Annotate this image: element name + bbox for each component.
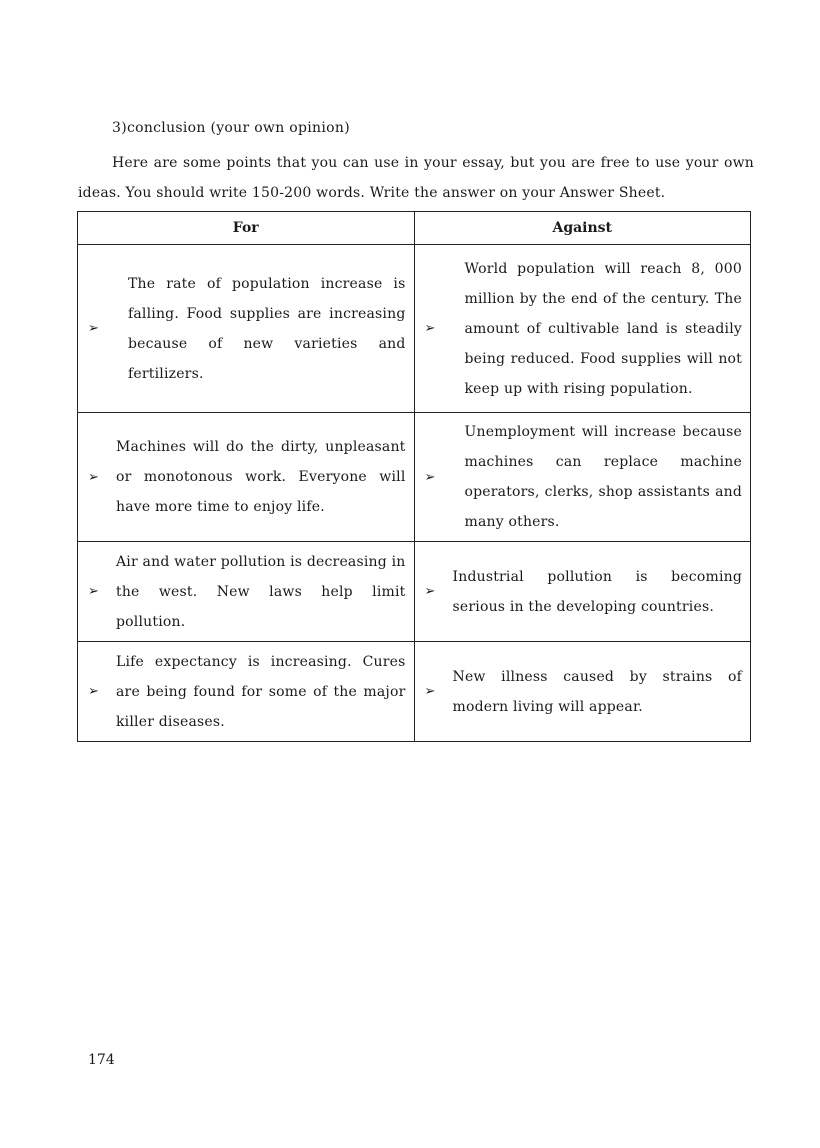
arrow-bullet-icon: ➢ xyxy=(88,469,99,485)
table-header-row xyxy=(78,212,751,245)
header-for: For xyxy=(78,212,415,245)
for-cell xyxy=(78,542,415,642)
page-number: 174 xyxy=(88,1052,115,1068)
arrow-bullet-icon: ➢ xyxy=(88,584,99,599)
for-point-text: The rate of population increase is falling. Food supplies are increasing because of new varieties and fertilizers. xyxy=(128,275,406,382)
for-cell xyxy=(78,413,415,542)
against-cell xyxy=(414,642,751,742)
arrow-bullet-icon: ➢ xyxy=(424,684,436,699)
for-point-text: Machines will do the dirty, unpleasant or monotonous work. Everyone will have more time to enjoy life. xyxy=(116,439,406,515)
points-table xyxy=(77,211,751,742)
against-cell xyxy=(414,413,751,542)
against-point-text: World population will reach 8, 000 million by the end of the century. The amount of cultivable land is steadily being reduced. Food supplies will not keep up with rising population. xyxy=(464,260,742,397)
arrow-bullet-icon: ➢ xyxy=(424,469,436,485)
arrow-bullet-icon: ➢ xyxy=(88,684,99,699)
conclusion-heading: 3)conclusion (your own opinion) xyxy=(112,120,350,136)
against-cell xyxy=(414,245,751,413)
against-cell xyxy=(414,542,751,642)
arrow-bullet-icon: ➢ xyxy=(424,584,436,599)
for-point-text: Life expectancy is increasing. Cures are being found for some of the major killer diseases. xyxy=(116,653,406,730)
table-row xyxy=(78,542,751,642)
intro-paragraph: Here are some points that you can use in your essay, but you are free to use your own ideas. You should write 150-200 words. Write the answer on your Answer Sheet. xyxy=(78,155,754,201)
header-against: Against xyxy=(414,212,751,245)
table-row xyxy=(78,245,751,413)
for-point-text: Air and water pollution is decreasing in the west. New laws help limit pollution. xyxy=(116,553,406,630)
against-point-text: Unemployment will increase because machines can replace machine operators, clerks, shop assistants and many others. xyxy=(464,424,742,530)
table-row xyxy=(78,642,751,742)
for-cell xyxy=(78,642,415,742)
against-point-text: Industrial pollution is becoming serious in the developing countries. xyxy=(452,568,742,615)
table-row xyxy=(78,413,751,542)
arrow-bullet-icon: ➢ xyxy=(424,321,436,336)
for-cell xyxy=(78,245,415,413)
arrow-bullet-icon: ➢ xyxy=(88,321,99,336)
against-point-text: New illness caused by strains of modern living will appear. xyxy=(452,668,742,715)
